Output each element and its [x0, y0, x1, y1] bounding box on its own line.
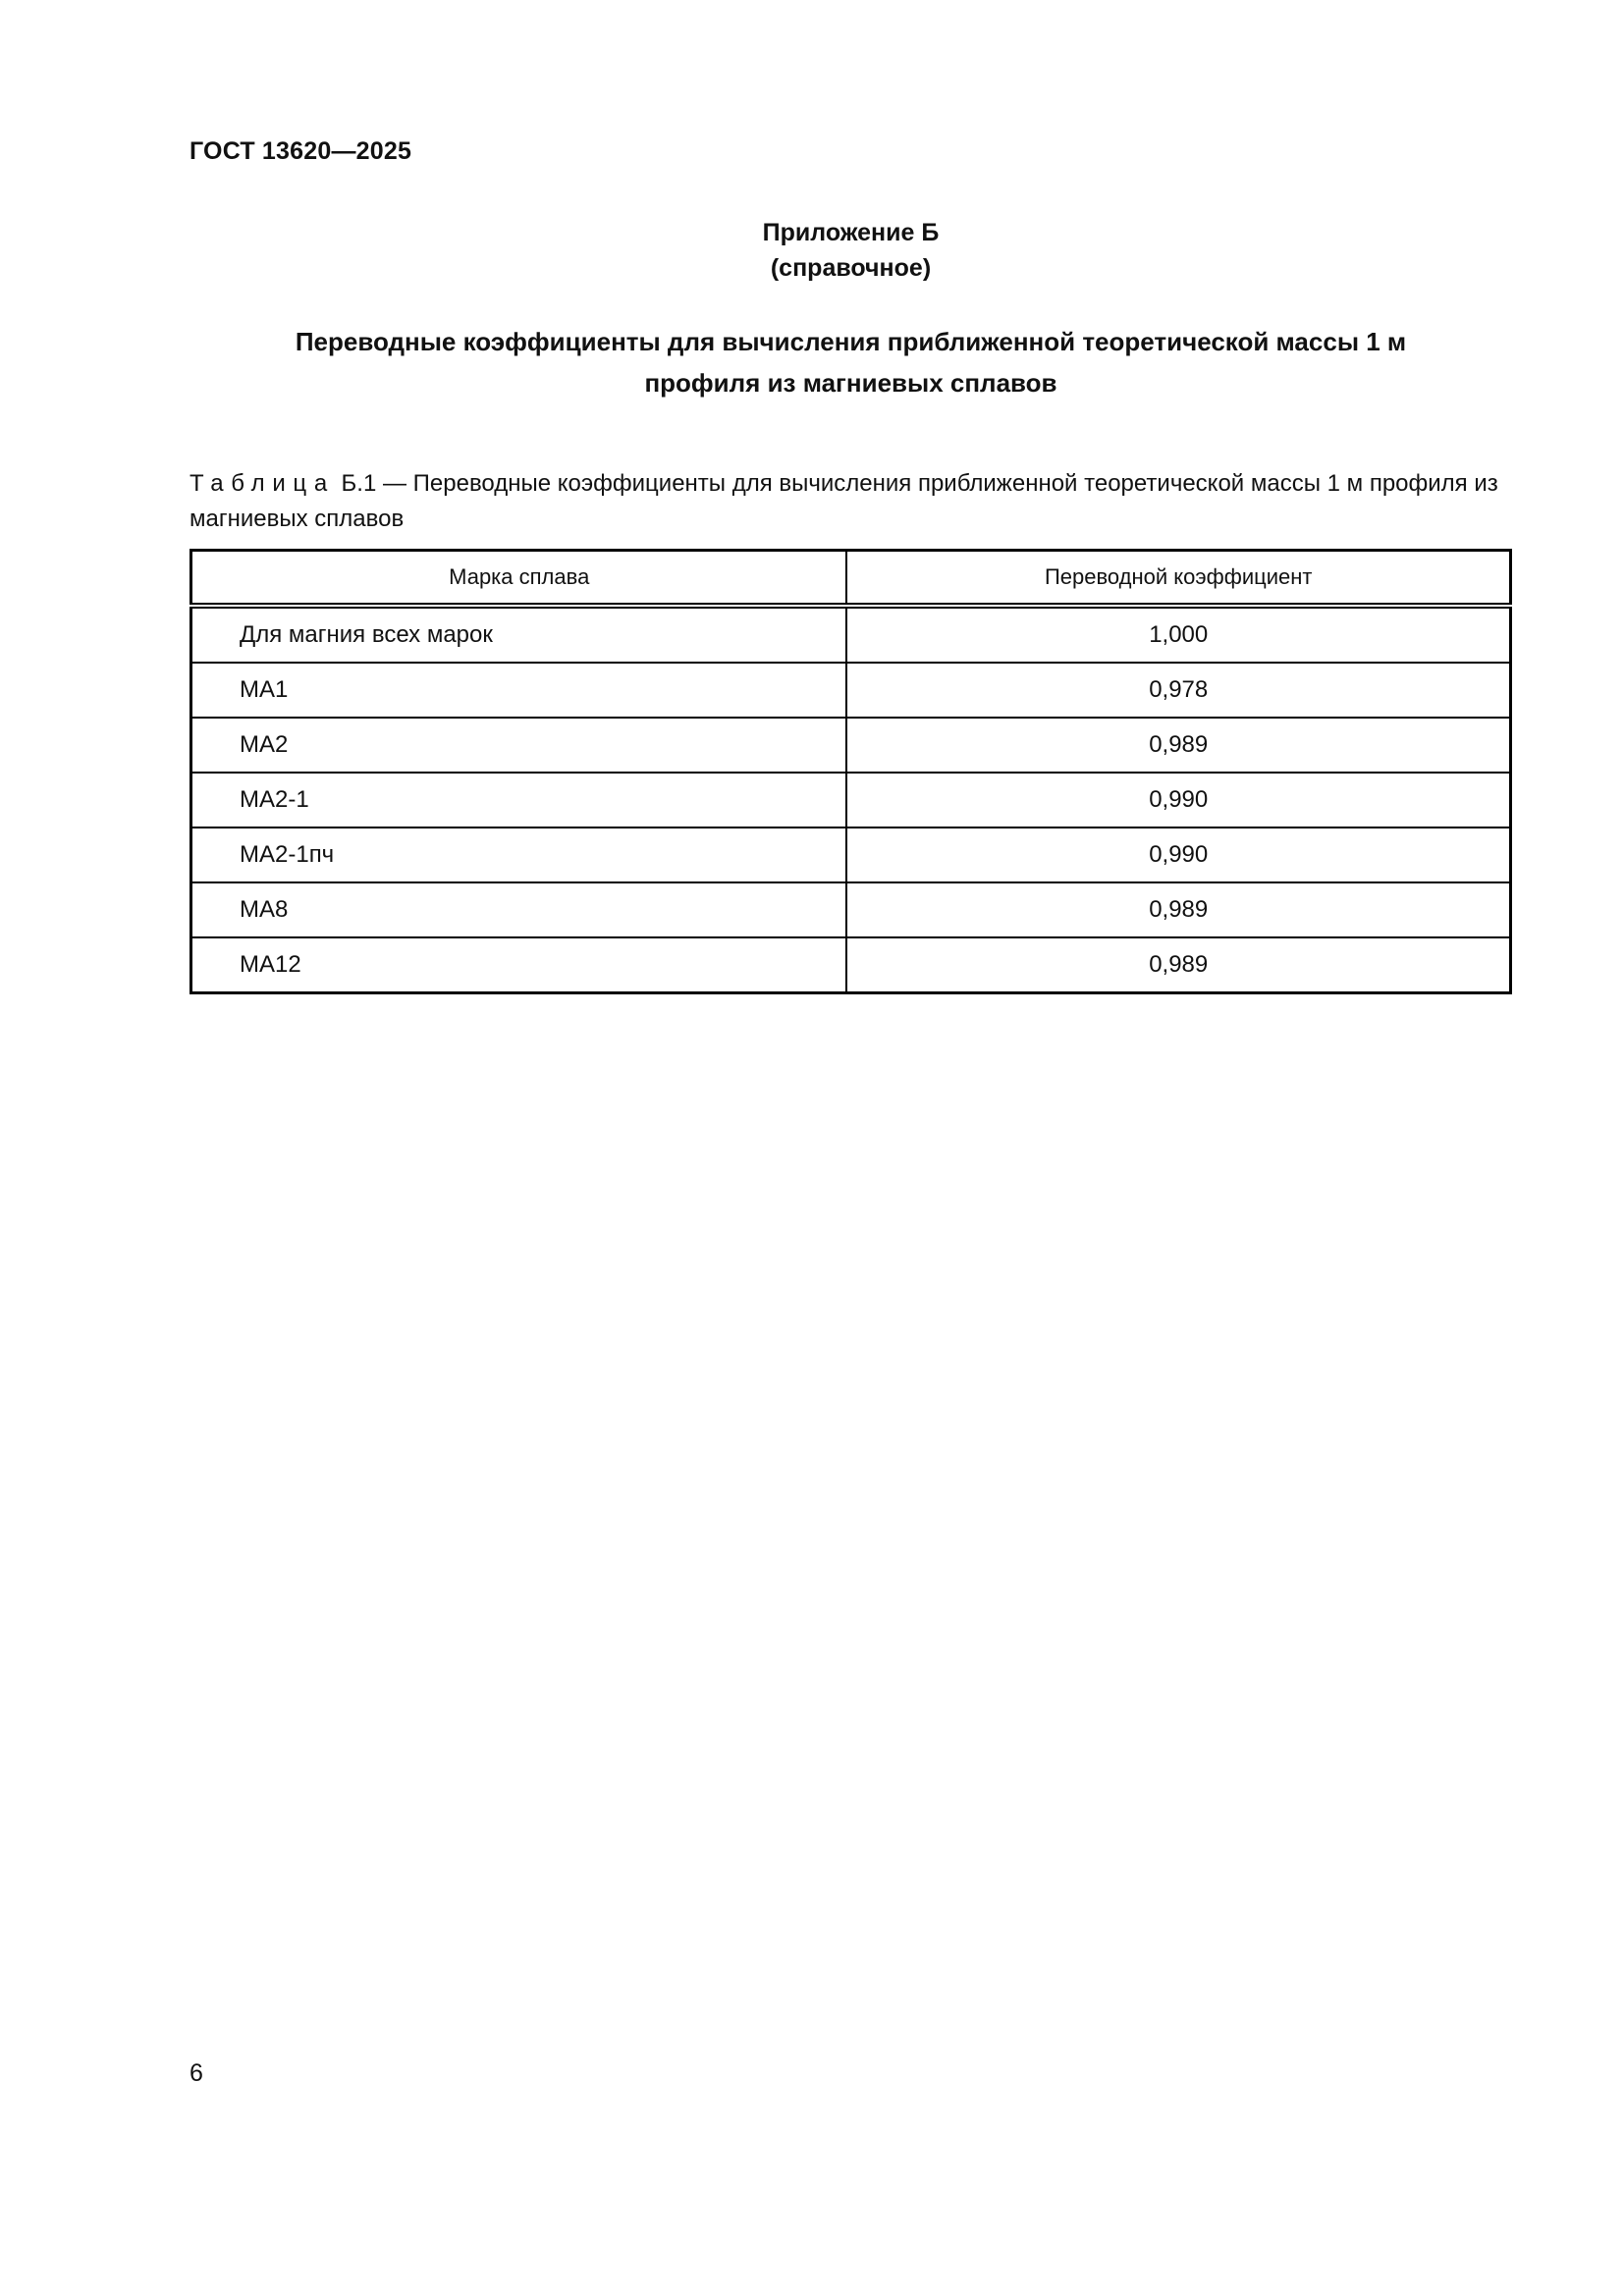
table-row [191, 828, 1511, 882]
coefficient-cell: 0,989 [846, 718, 1510, 773]
coefficient-cell: 0,978 [846, 663, 1510, 718]
table-row [191, 773, 1511, 828]
doc-code: ГОСТ 13620—2025 [189, 137, 412, 165]
alloy-grade-cell: МА2-1пч [191, 828, 847, 882]
appendix-title [189, 321, 1512, 403]
appendix-title-line2: профиля из магниевых сплавов [644, 368, 1057, 398]
coefficient-cell: 1,000 [846, 606, 1510, 663]
alloy-grade-cell: МА8 [191, 882, 847, 937]
alloy-grade-cell: МА2 [191, 718, 847, 773]
table-caption-dash: — [382, 470, 406, 497]
coefficient-cell: 0,989 [846, 937, 1510, 993]
appendix-title-line1: Переводные коэффициенты для вычисления приближенной теоретической массы 1 м [295, 327, 1407, 356]
coefficient-cell: 0,990 [846, 773, 1510, 828]
table-caption-body: Переводные коэффициенты для вычисления приближенной теоретической массы 1 м профиля из магниевых сплавов [189, 470, 1498, 532]
table-row [191, 937, 1511, 993]
page-number: 6 [189, 2059, 203, 2087]
alloy-grade-cell: МА12 [191, 937, 847, 993]
table-row [191, 606, 1511, 663]
appendix-label: Приложение Б [762, 219, 940, 246]
table-header-row [191, 551, 1511, 607]
appendix-kind: (справочное) [770, 254, 932, 282]
table-caption-label: Таблица [189, 470, 335, 497]
table-caption [189, 466, 1512, 537]
coefficients-table [189, 549, 1512, 994]
coefficient-cell: 0,989 [846, 882, 1510, 937]
table-row [191, 718, 1511, 773]
column-header-coefficient: Переводной коэффициент [846, 551, 1510, 607]
table-caption-number: Б.1 [341, 470, 377, 497]
alloy-grade-cell: Для магния всех марок [191, 606, 847, 663]
table-row [191, 882, 1511, 937]
table-row [191, 663, 1511, 718]
alloy-grade-cell: МА2-1 [191, 773, 847, 828]
alloy-grade-cell: МА1 [191, 663, 847, 718]
column-header-grade: Марка сплава [191, 551, 847, 607]
coefficient-cell: 0,990 [846, 828, 1510, 882]
